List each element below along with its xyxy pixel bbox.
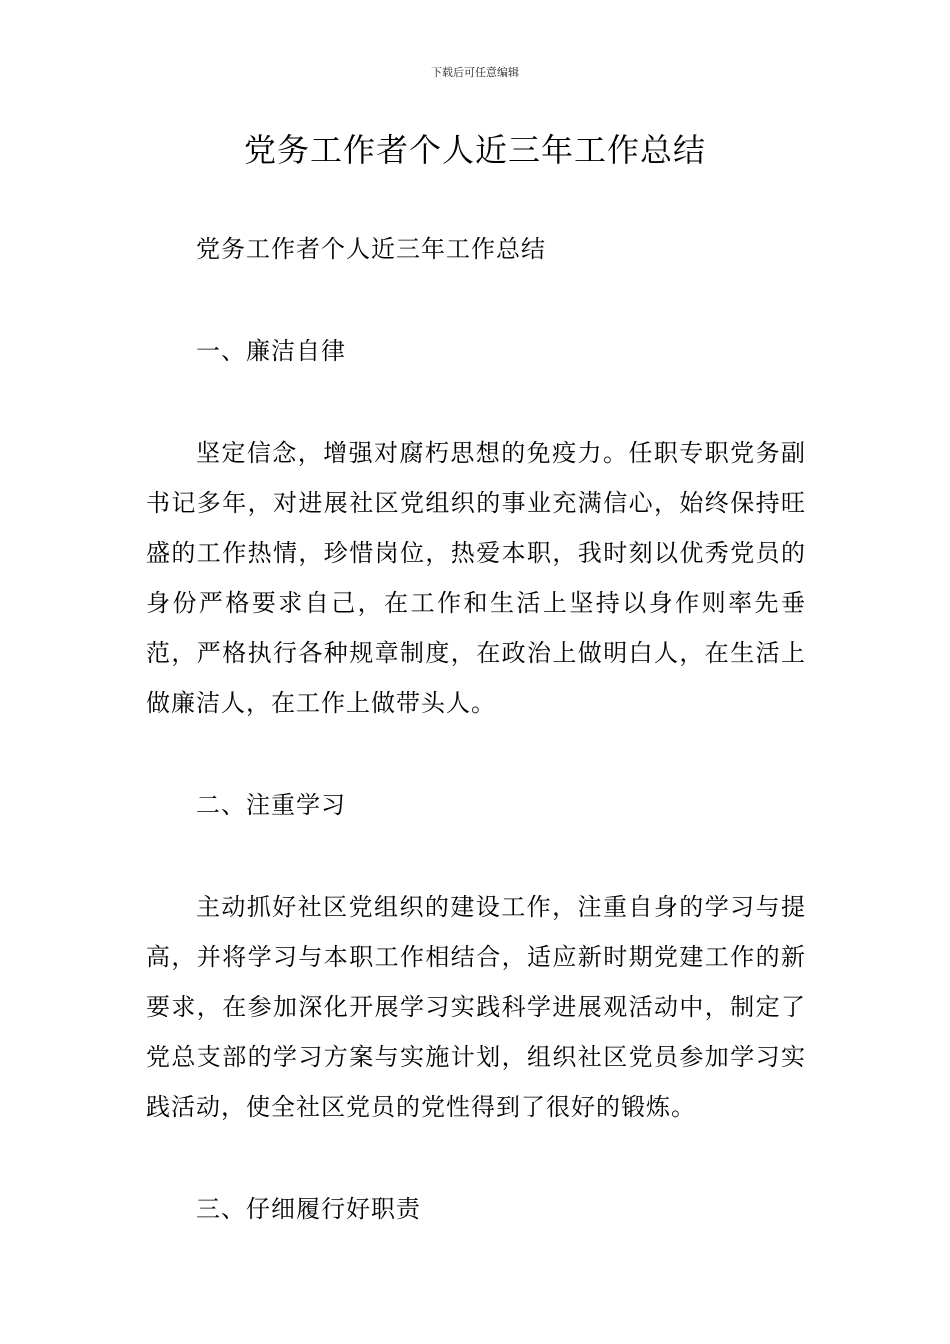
section-heading-3: 三、仔细履行好职责	[196, 1195, 421, 1223]
document-title: 党务工作者个人近三年工作总结	[243, 131, 706, 169]
document-body	[146, 224, 806, 1286]
section-body-2: 主动抓好社区党组织的建设工作，注重自身的学习与提高，并将学习与本职工作相结合，适应新时期党建工作的新要求，在参加深化开展学习实践科学进展观活动中，制定了党总支部的学习方案与实施计划，组织社区党员参加学习实践活动，使全社区党员的党性得到了很好的锻炼。	[146, 893, 806, 1121]
section-body-1: 坚定信念，增强对腐朽思想的免疫力。任职专职党务副书记多年，对进展社区党组织的事业充满信心，始终保持旺盛的工作热情，珍惜岗位，热爱本职，我时刻以优秀党员的身份严格要求自己，在工作和生活上坚持以身作则率先垂范，严格执行各种规章制度，在政治上做明白人，在生活上做廉洁人，在工作上做带头人。	[146, 439, 806, 717]
section-heading-2: 二、注重学习	[196, 791, 346, 819]
section-heading-1: 一、廉洁自律	[196, 337, 346, 365]
document-subtitle: 党务工作者个人近三年工作总结	[196, 235, 546, 263]
header-note: 下载后可任意编辑	[431, 66, 519, 79]
